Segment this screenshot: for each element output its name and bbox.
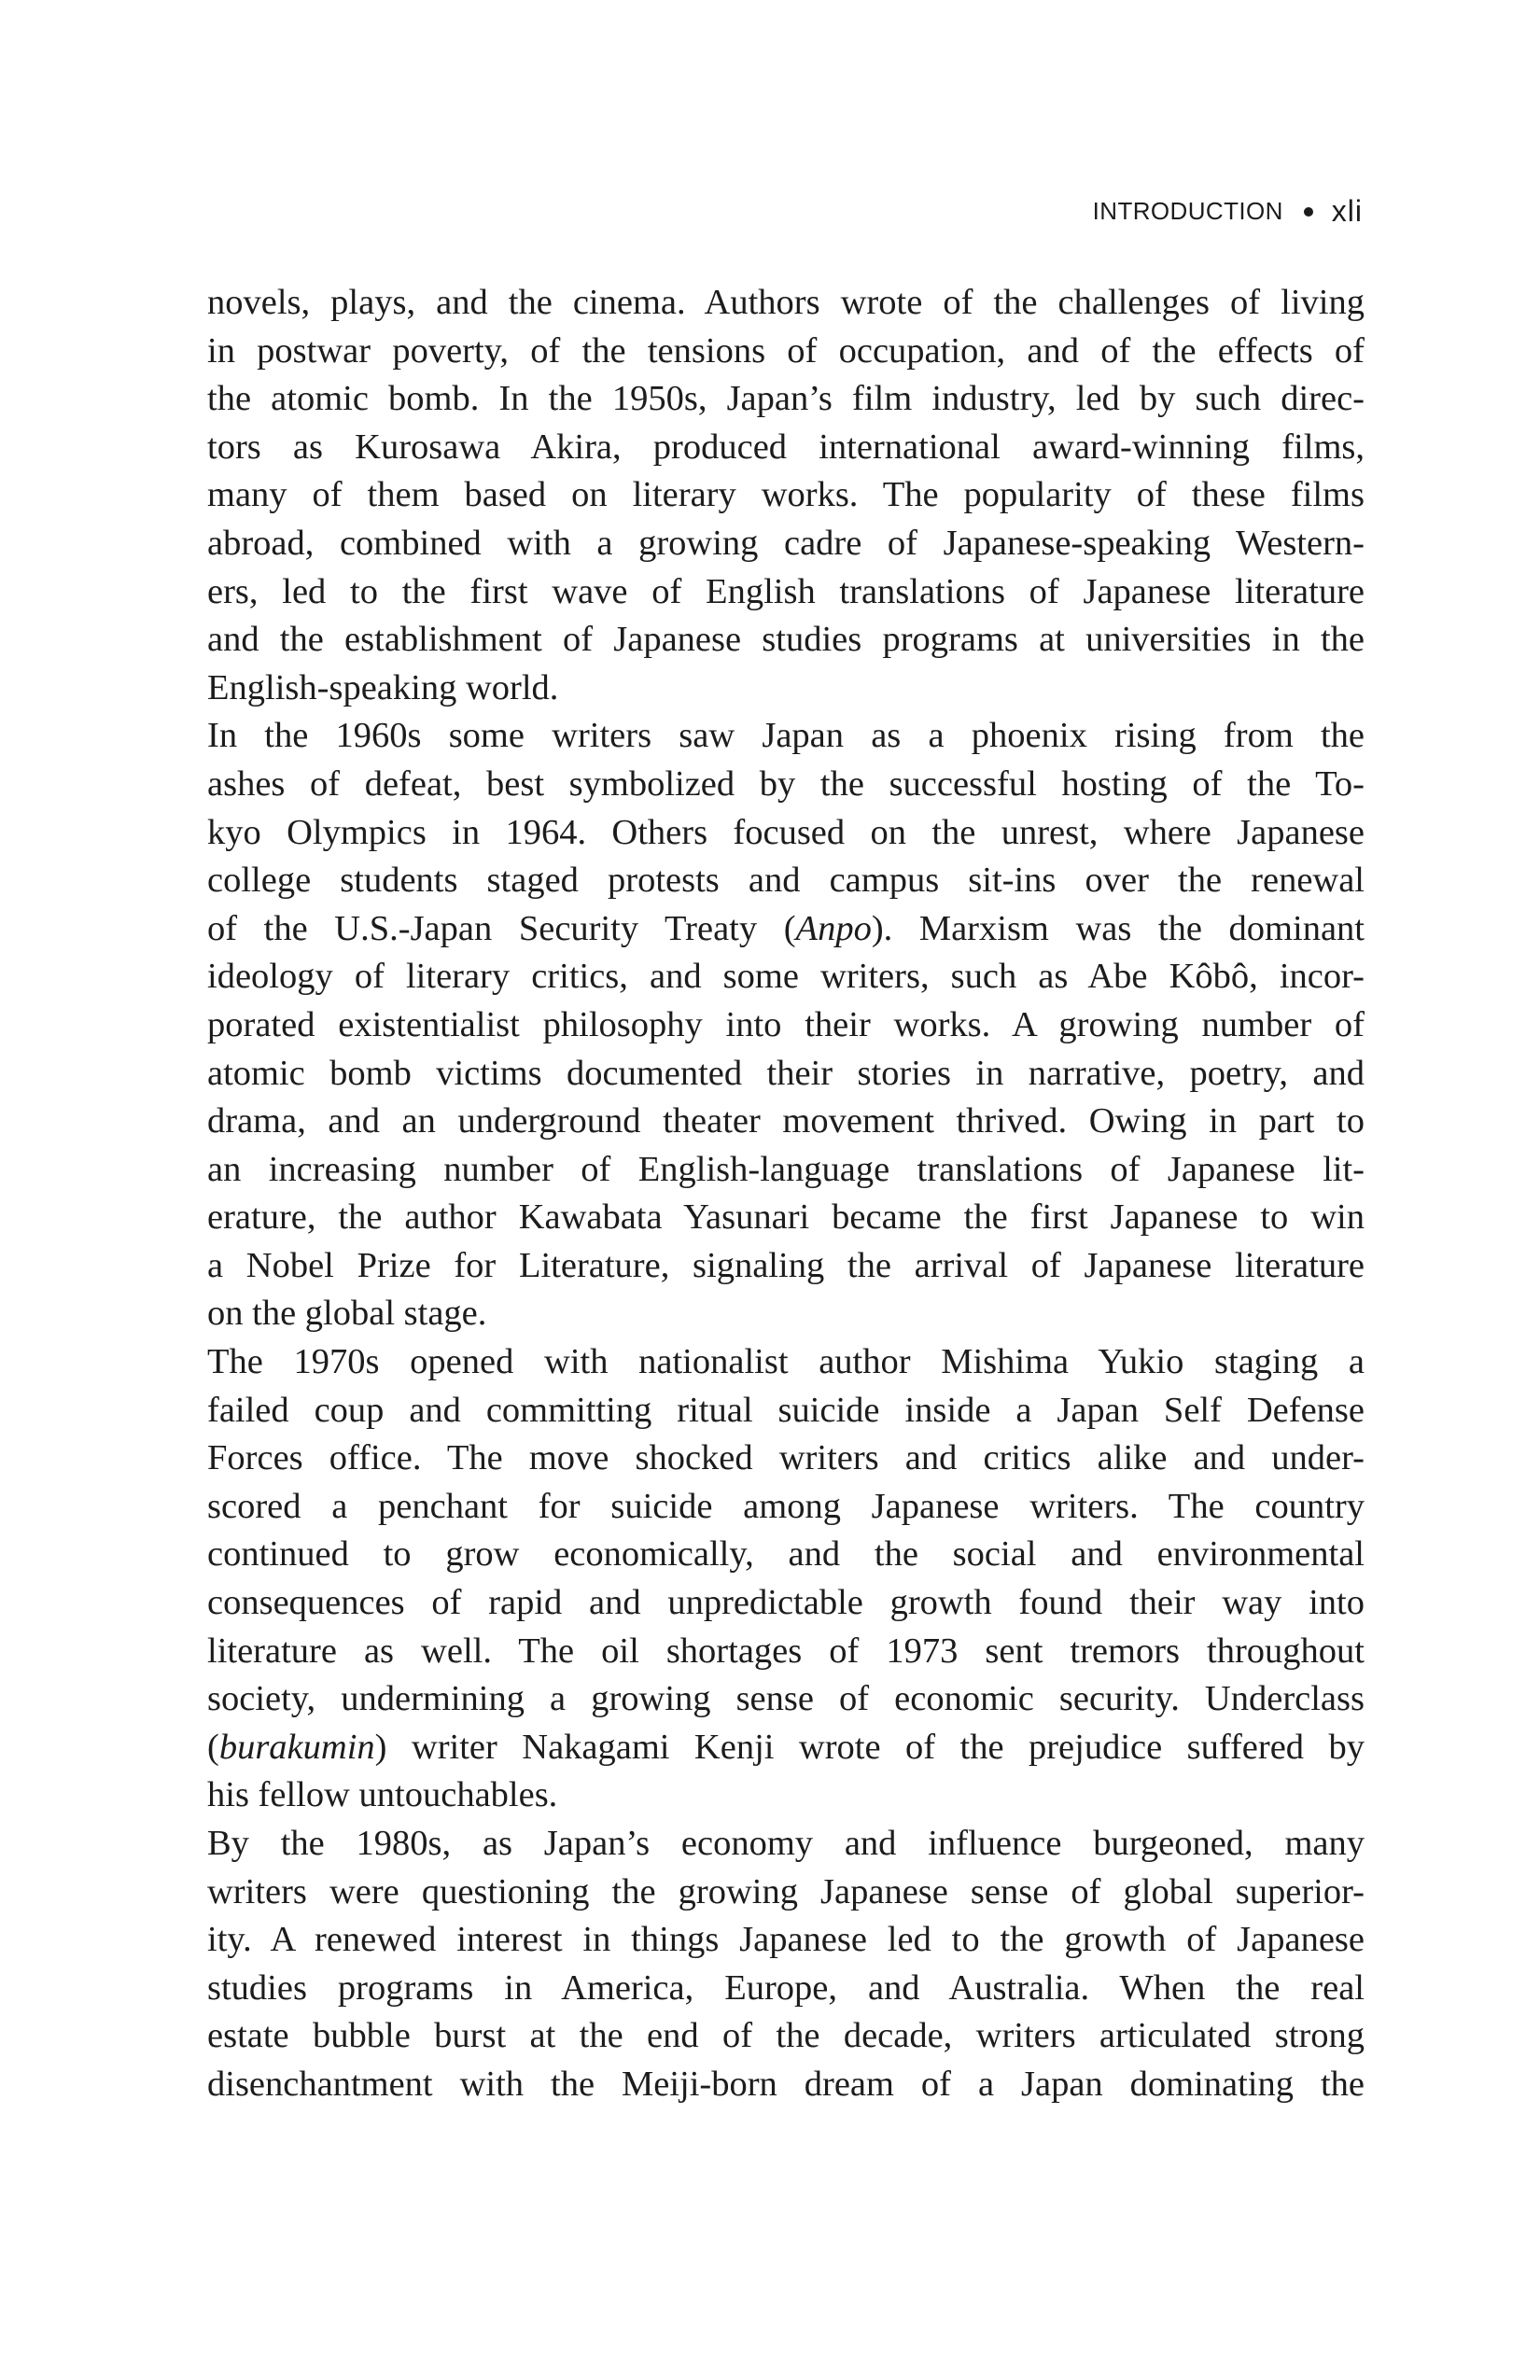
- text-line: college students staged protests and campus sit-ins over the renewal: [207, 861, 1365, 901]
- text-line: writers were questioning the growing Japanese sense of global superior-: [207, 1871, 1365, 1911]
- text-line: the atomic bomb. In the 1950s, Japan’s film industry, led by such direc-: [207, 379, 1365, 419]
- text-run: (: [207, 1727, 219, 1767]
- text-line: many of them based on literary works. The popularity of these films: [207, 475, 1365, 515]
- text-line: literature as well. The oil shortages of 1973 sent tremors throughout: [207, 1631, 1365, 1671]
- text-line: drama, and an underground theater movement thrived. Owing in part to: [207, 1101, 1365, 1141]
- text-line: Forces office. The move shocked writers and critics alike and under-: [207, 1438, 1365, 1478]
- text-run: ). Marxism was the dominant: [871, 908, 1365, 948]
- text-line: tors as Kurosawa Akira, produced international award-winning films,: [207, 427, 1365, 467]
- text-line-mixed: [207, 905, 1365, 954]
- text-line: continued to grow economically, and the social and environmental: [207, 1534, 1365, 1575]
- text-line: ashes of defeat, best symbolized by the successful hosting of the To-: [207, 763, 1365, 804]
- running-head: [1093, 194, 1363, 229]
- paragraph-4: [207, 1820, 1365, 2109]
- text-line: scored a penchant for suicide among Japanese writers. The country: [207, 1486, 1365, 1526]
- section-title: INTRODUCTION: [1092, 197, 1283, 225]
- text-line: abroad, combined with a growing cadre of Japanese-speaking Western-: [207, 523, 1365, 563]
- paragraph-2: [207, 712, 1365, 1338]
- text-line: erature, the author Kawabata Yasunari became the first Japanese to win: [207, 1197, 1365, 1238]
- italic-term: burakumin: [218, 1727, 375, 1767]
- text-line: By the 1980s, as Japan’s economy and influence burgeoned, many: [207, 1824, 1365, 1863]
- text-line: porated existentialist philosophy into their works. A growing number of: [207, 1004, 1365, 1044]
- text-run: of the U.S.-Japan Security Treaty (: [207, 908, 796, 948]
- text-line: in postwar poverty, of the tensions of occupation, and of the effects of: [207, 330, 1365, 371]
- text-line: atomic bomb victims documented their stories in narrative, poetry, and: [207, 1053, 1365, 1093]
- text-line: ers, led to the first wave of English translations of Japanese literature: [207, 571, 1365, 611]
- paragraph-3: [207, 1338, 1365, 1820]
- paragraph-1: [207, 279, 1365, 712]
- text-line: novels, plays, and the cinema. Authors wrote of the challenges of living: [207, 283, 1365, 322]
- page-number: xli: [1331, 194, 1363, 228]
- text-line: and the establishment of Japanese studies programs at universities in the: [207, 620, 1365, 660]
- text-line: estate bubble burst at the end of the decade, writers articulated strong: [207, 2016, 1365, 2056]
- bullet-separator: [1304, 207, 1313, 217]
- italic-term: Anpo: [795, 908, 872, 948]
- text-line: failed coup and committing ritual suicide inside a Japan Self Defense: [207, 1390, 1365, 1430]
- text-line: The 1970s opened with nationalist author Mishima Yukio staging a: [207, 1342, 1365, 1382]
- text-line: consequences of rapid and unpredictable growth found their way into: [207, 1583, 1365, 1623]
- text-line: society, undermining a growing sense of economic security. Underclass: [207, 1679, 1365, 1719]
- text-line-mixed: [207, 1724, 1365, 1772]
- text-run: ) writer Nakagami Kenji wrote of the prejudice suffered by: [374, 1727, 1365, 1767]
- text-line: a Nobel Prize for Literature, signaling the arrival of Japanese literature: [207, 1245, 1365, 1285]
- text-line: In the 1960s some writers saw Japan as a phoenix rising from the: [207, 716, 1365, 756]
- text-line: ideology of literary critics, and some writers, such as Abe Kôbô, incor-: [207, 957, 1365, 997]
- text-line: kyo Olympics in 1964. Others focused on the unrest, where Japanese: [207, 812, 1365, 852]
- text-line: ity. A renewed interest in things Japanese led to the growth of Japanese: [207, 1920, 1365, 1960]
- text-line: disenchantment with the Meiji-born dream of a Japan dominating the: [207, 2064, 1365, 2104]
- text-line: his fellow untouchables.: [207, 1775, 558, 1815]
- text-line: on the global stage.: [207, 1294, 487, 1334]
- text-line: English-speaking world.: [207, 667, 559, 707]
- body-text: [207, 279, 1365, 2109]
- text-line: studies programs in America, Europe, and Australia. When the real: [207, 1967, 1365, 2008]
- text-line: an increasing number of English-language translations of Japanese lit-: [207, 1149, 1365, 1189]
